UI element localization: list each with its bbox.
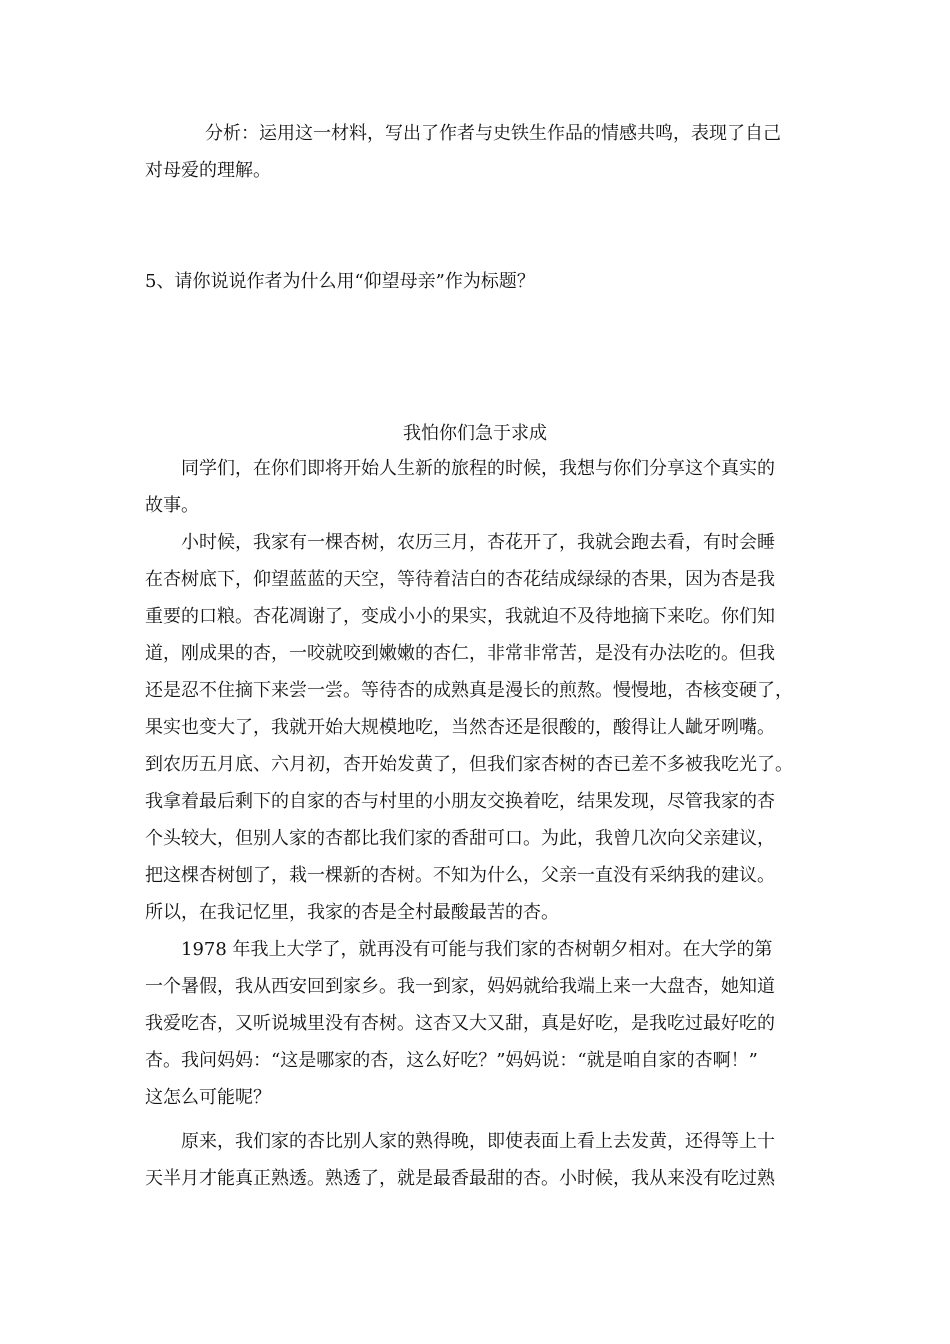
- article-line: 把这棵杏树刨了，栽一棵新的杏树。不知为什么，父亲一直没有采纳我的建议。: [145, 865, 775, 886]
- question-5: 5、请你说说作者为什么用“仰望母亲”作为标题？: [145, 271, 535, 292]
- article-line: 小时候，我家有一棵杏树，农历三月，杏花开了，我就会跑去看，有时会睡: [181, 532, 775, 553]
- article-line: 故事。: [145, 495, 199, 516]
- analysis-line-1: 分析：运用这一材料，写出了作者与史铁生作品的情感共鸣，表现了自己: [205, 123, 781, 144]
- article-line: 道，刚成果的杏，一咬就咬到嫩嫩的杏仁，非常非常苦，是没有办法吃的。但我: [145, 643, 775, 664]
- article-line: 杏。我问妈妈：“这是哪家的杏，这么好吃？”妈妈说：“就是咱自家的杏啊！”: [145, 1050, 758, 1071]
- article-line: 重要的口粮。杏花凋谢了，变成小小的果实，我就迫不及待地摘下来吃。你们知: [145, 606, 775, 627]
- article-line: 在杏树底下，仰望蓝蓝的天空，等待着洁白的杏花结成绿绿的杏果，因为杏是我: [145, 569, 775, 590]
- article-title: 我怕你们急于求成: [403, 423, 547, 444]
- article-line: 这怎么可能呢？: [145, 1087, 271, 1108]
- article-line: 原来，我们家的杏比别人家的熟得晚，即使表面上看上去发黄，还得等上十: [181, 1131, 775, 1152]
- article-line: 所以，在我记忆里，我家的杏是全村最酸最苦的杏。: [145, 902, 559, 923]
- article-line: 我拿着最后剩下的自家的杏与村里的小朋友交换着吃，结果发现，尽管我家的杏: [145, 791, 775, 812]
- article-line: 个头较大，但别人家的杏都比我们家的香甜可口。为此，我曾几次向父亲建议，: [145, 828, 775, 849]
- article-line: 还是忍不住摘下来尝一尝。等待杏的成熟真是漫长的煎熬。慢慢地，杏核变硬了，: [145, 680, 793, 701]
- analysis-line-2: 对母爱的理解。: [145, 160, 271, 181]
- article-line: 到农历五月底、六月初，杏开始发黄了，但我们家杏树的杏已差不多被我吃光了。: [145, 754, 793, 775]
- article-line: 同学们，在你们即将开始人生新的旅程的时候，我想与你们分享这个真实的: [181, 458, 775, 479]
- article-line: 果实也变大了，我就开始大规模地吃，当然杏还是很酸的，酸得让人龇牙咧嘴。: [145, 717, 775, 738]
- article-line: 1978 年我上大学了，就再没有可能与我们家的杏树朝夕相对。在大学的第: [181, 939, 773, 960]
- article-line: 天半月才能真正熟透。熟透了，就是最香最甜的杏。小时候，我从来没有吃过熟: [145, 1168, 775, 1189]
- article-line: 我爱吃杏，又听说城里没有杏树。这杏又大又甜，真是好吃，是我吃过最好吃的: [145, 1013, 775, 1034]
- article-line: 一个暑假，我从西安回到家乡。我一到家，妈妈就给我端上来一大盘杏，她知道: [145, 976, 775, 997]
